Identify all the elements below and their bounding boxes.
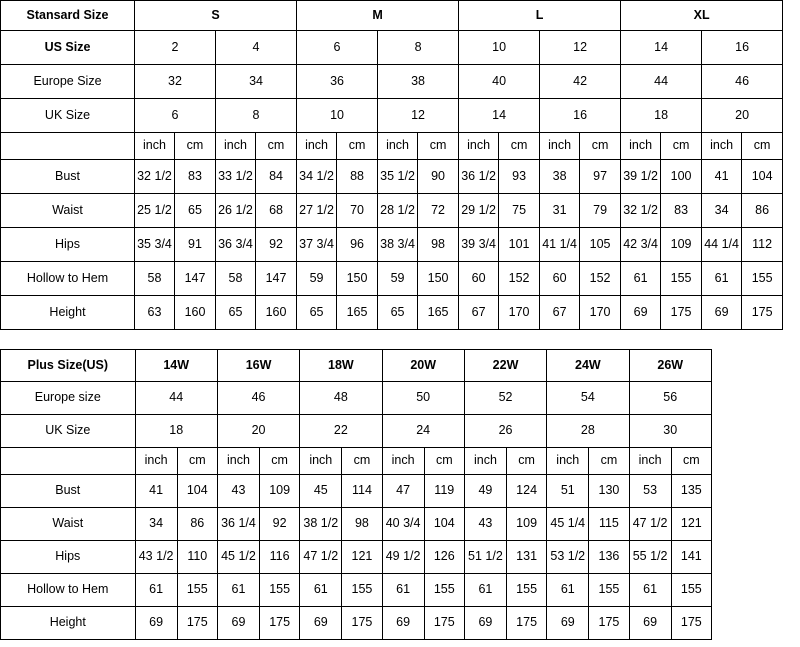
table-cell: 98 <box>418 228 459 262</box>
unit-cell: inch <box>297 133 337 160</box>
table-cell: 47 <box>382 475 424 508</box>
row-label-uk-size: UK Size <box>1 415 136 448</box>
table-cell: 175 <box>742 296 783 330</box>
table-cell: 88 <box>337 160 378 194</box>
table-cell: 51 1/2 <box>464 541 506 574</box>
table-cell: 115 <box>589 508 629 541</box>
table-cell: 43 1/2 <box>135 541 177 574</box>
table-cell: 65 <box>378 296 418 330</box>
table-cell: 152 <box>499 262 540 296</box>
table-cell: 44 <box>621 65 702 99</box>
table-cell: 60 <box>459 262 499 296</box>
table-cell: 147 <box>256 262 297 296</box>
table-cell: 136 <box>589 541 629 574</box>
table-cell: 40 <box>459 65 540 99</box>
table-row <box>1 262 783 296</box>
row-label-hips: Hips <box>1 228 135 262</box>
table-cell: 52 <box>464 382 546 415</box>
table-row <box>1 65 783 99</box>
table-cell: 121 <box>342 541 382 574</box>
table-cell: 170 <box>580 296 621 330</box>
plus-size-header-14w: 14W <box>135 350 217 382</box>
table-cell: 54 <box>547 382 629 415</box>
row-label-hips: Hips <box>1 541 136 574</box>
unit-cell: inch <box>378 133 418 160</box>
table-cell: 110 <box>177 541 217 574</box>
table-cell: 101 <box>499 228 540 262</box>
table-cell: 61 <box>702 262 742 296</box>
table-cell: 32 <box>135 65 216 99</box>
table-cell: 61 <box>217 574 259 607</box>
table-cell: 152 <box>580 262 621 296</box>
standard-size-header-m: M <box>297 1 459 31</box>
row-label-height: Height <box>1 296 135 330</box>
table-cell: 98 <box>342 508 382 541</box>
plus-size-header-18w: 18W <box>300 350 382 382</box>
table-cell: 165 <box>418 296 459 330</box>
standard-size-header-xl: XL <box>621 1 783 31</box>
standard-corner-label: Stansard Size <box>1 1 135 31</box>
row-label-europe-size: Europe Size <box>1 65 135 99</box>
table-cell: 105 <box>580 228 621 262</box>
table-cell: 65 <box>297 296 337 330</box>
table-cell: 90 <box>418 160 459 194</box>
unit-cell: cm <box>507 448 547 475</box>
table-cell: 109 <box>661 228 702 262</box>
table-cell: 34 <box>135 508 177 541</box>
table-cell: 175 <box>260 607 300 640</box>
table-row <box>1 508 712 541</box>
unit-cell: cm <box>671 448 711 475</box>
plus-size-header-20w: 20W <box>382 350 464 382</box>
unit-cell: inch <box>464 448 506 475</box>
unit-cell: inch <box>217 448 259 475</box>
table-row <box>1 194 783 228</box>
table-cell: 61 <box>629 574 671 607</box>
table-cell: 119 <box>424 475 464 508</box>
table-cell: 175 <box>342 607 382 640</box>
unit-cell: cm <box>337 133 378 160</box>
unit-cell: cm <box>424 448 464 475</box>
table-cell: 61 <box>135 574 177 607</box>
table-cell: 58 <box>135 262 175 296</box>
table-cell: 155 <box>742 262 783 296</box>
table-cell: 31 <box>540 194 580 228</box>
table-cell: 36 1/2 <box>459 160 499 194</box>
table-cell: 175 <box>507 607 547 640</box>
table-cell: 155 <box>177 574 217 607</box>
table-cell: 38 <box>540 160 580 194</box>
table-cell: 32 1/2 <box>621 194 661 228</box>
plus-size-header-26w: 26W <box>629 350 711 382</box>
table-cell: 155 <box>671 574 711 607</box>
table-cell: 45 1/4 <box>547 508 589 541</box>
table-cell: 50 <box>382 382 464 415</box>
table-cell: 26 <box>464 415 546 448</box>
plus-corner-label: Plus Size(US) <box>1 350 136 382</box>
table-cell: 83 <box>175 160 216 194</box>
table-cell: 46 <box>702 65 783 99</box>
table-cell: 48 <box>300 382 382 415</box>
table-cell: 175 <box>177 607 217 640</box>
table-cell: 96 <box>337 228 378 262</box>
table-cell: 160 <box>175 296 216 330</box>
table-cell: 51 <box>547 475 589 508</box>
table-cell: 141 <box>671 541 711 574</box>
unit-cell: cm <box>418 133 459 160</box>
table-cell: 22 <box>300 415 382 448</box>
unit-cell: inch <box>216 133 256 160</box>
table-cell: 65 <box>216 296 256 330</box>
table-cell: 86 <box>742 194 783 228</box>
table-cell: 45 <box>300 475 342 508</box>
table-cell: 42 3/4 <box>621 228 661 262</box>
table-cell: 69 <box>300 607 342 640</box>
table-cell: 30 <box>629 415 711 448</box>
table-cell: 41 <box>702 160 742 194</box>
table-cell: 43 <box>217 475 259 508</box>
table-row <box>1 31 783 65</box>
table-cell: 14 <box>621 31 702 65</box>
unit-cell: inch <box>547 448 589 475</box>
table-cell: 20 <box>702 99 783 133</box>
table-cell: 36 3/4 <box>216 228 256 262</box>
table-cell: 35 1/2 <box>378 160 418 194</box>
table-cell: 41 <box>135 475 177 508</box>
table-cell: 147 <box>175 262 216 296</box>
row-label-height: Height <box>1 607 136 640</box>
row-label-uk-size: UK Size <box>1 99 135 133</box>
table-cell: 14 <box>459 99 540 133</box>
table-cell: 39 1/2 <box>621 160 661 194</box>
unit-cell: cm <box>260 448 300 475</box>
table-cell: 33 1/2 <box>216 160 256 194</box>
table-cell: 69 <box>621 296 661 330</box>
standard-size-header-s: S <box>135 1 297 31</box>
unit-cell: inch <box>382 448 424 475</box>
standard-size-header-l: L <box>459 1 621 31</box>
table-cell: 124 <box>507 475 547 508</box>
table-cell: 72 <box>418 194 459 228</box>
table-row <box>1 228 783 262</box>
table-cell: 6 <box>297 31 378 65</box>
table-cell: 42 <box>540 65 621 99</box>
table-row <box>1 415 712 448</box>
empty-cell <box>1 448 136 475</box>
table-cell: 61 <box>300 574 342 607</box>
unit-cell: inch <box>540 133 580 160</box>
table-row <box>1 448 712 475</box>
table-row <box>1 574 712 607</box>
table-row <box>1 607 712 640</box>
table-cell: 92 <box>256 228 297 262</box>
unit-cell: cm <box>256 133 297 160</box>
table-cell: 10 <box>459 31 540 65</box>
table-cell: 27 1/2 <box>297 194 337 228</box>
table-cell: 24 <box>382 415 464 448</box>
row-label-hollow-to-hem: Hollow to Hem <box>1 262 135 296</box>
table-cell: 61 <box>621 262 661 296</box>
table-cell: 126 <box>424 541 464 574</box>
unit-cell: cm <box>580 133 621 160</box>
table-cell: 104 <box>177 475 217 508</box>
table-cell: 38 <box>378 65 459 99</box>
table-cell: 49 <box>464 475 506 508</box>
table-cell: 70 <box>337 194 378 228</box>
table-row <box>1 296 783 330</box>
table-cell: 39 3/4 <box>459 228 499 262</box>
table-cell: 91 <box>175 228 216 262</box>
table-cell: 20 <box>217 415 299 448</box>
table-cell: 47 1/2 <box>300 541 342 574</box>
table-cell: 175 <box>671 607 711 640</box>
table-cell: 38 1/2 <box>300 508 342 541</box>
table-cell: 41 1/4 <box>540 228 580 262</box>
table-cell: 155 <box>260 574 300 607</box>
table-cell: 60 <box>540 262 580 296</box>
unit-cell: cm <box>177 448 217 475</box>
table-cell: 116 <box>260 541 300 574</box>
table-cell: 109 <box>260 475 300 508</box>
table-cell: 175 <box>589 607 629 640</box>
unit-cell: cm <box>742 133 783 160</box>
table-row <box>1 382 712 415</box>
table-row <box>1 541 712 574</box>
row-label-hollow-to-hem: Hollow to Hem <box>1 574 136 607</box>
table-cell: 155 <box>589 574 629 607</box>
table-cell: 44 <box>135 382 217 415</box>
table-cell: 165 <box>337 296 378 330</box>
table-cell: 34 <box>216 65 297 99</box>
table-cell: 44 1/4 <box>702 228 742 262</box>
table-cell: 8 <box>378 31 459 65</box>
table-row <box>1 475 712 508</box>
table-cell: 65 <box>175 194 216 228</box>
empty-cell <box>1 133 135 160</box>
table-cell: 121 <box>671 508 711 541</box>
table-cell: 69 <box>382 607 424 640</box>
table-cell: 170 <box>499 296 540 330</box>
table-cell: 79 <box>580 194 621 228</box>
table-row <box>1 99 783 133</box>
table-cell: 160 <box>256 296 297 330</box>
table-row <box>1 350 712 382</box>
table-cell: 34 1/2 <box>297 160 337 194</box>
plus-size-header-22w: 22W <box>464 350 546 382</box>
table-cell: 135 <box>671 475 711 508</box>
table-cell: 104 <box>742 160 783 194</box>
table-cell: 112 <box>742 228 783 262</box>
table-cell: 34 <box>702 194 742 228</box>
table-cell: 130 <box>589 475 629 508</box>
plus-size-header-16w: 16W <box>217 350 299 382</box>
table-cell: 104 <box>424 508 464 541</box>
table-cell: 49 1/2 <box>382 541 424 574</box>
table-cell: 4 <box>216 31 297 65</box>
table-cell: 10 <box>297 99 378 133</box>
table-cell: 155 <box>661 262 702 296</box>
unit-cell: inch <box>702 133 742 160</box>
row-label-europe-size: Europe size <box>1 382 136 415</box>
table-row <box>1 133 783 160</box>
unit-cell: inch <box>300 448 342 475</box>
table-cell: 84 <box>256 160 297 194</box>
unit-cell: inch <box>135 133 175 160</box>
table-cell: 53 <box>629 475 671 508</box>
table-cell: 43 <box>464 508 506 541</box>
table-cell: 6 <box>135 99 216 133</box>
table-cell: 61 <box>382 574 424 607</box>
table-cell: 155 <box>342 574 382 607</box>
table-cell: 35 3/4 <box>135 228 175 262</box>
unit-cell: cm <box>175 133 216 160</box>
table-cell: 69 <box>547 607 589 640</box>
table-cell: 55 1/2 <box>629 541 671 574</box>
unit-cell: cm <box>661 133 702 160</box>
table-cell: 75 <box>499 194 540 228</box>
table-cell: 114 <box>342 475 382 508</box>
table-cell: 97 <box>580 160 621 194</box>
row-label-us-size: US Size <box>1 31 135 65</box>
table-cell: 26 1/2 <box>216 194 256 228</box>
table-cell: 175 <box>661 296 702 330</box>
table-cell: 16 <box>702 31 783 65</box>
table-cell: 69 <box>217 607 259 640</box>
table-cell: 8 <box>216 99 297 133</box>
table-cell: 86 <box>177 508 217 541</box>
table-cell: 12 <box>378 99 459 133</box>
table-cell: 109 <box>507 508 547 541</box>
table-cell: 69 <box>629 607 671 640</box>
unit-cell: cm <box>589 448 629 475</box>
row-label-bust: Bust <box>1 160 135 194</box>
table-cell: 12 <box>540 31 621 65</box>
table-cell: 150 <box>418 262 459 296</box>
table-cell: 63 <box>135 296 175 330</box>
table-cell: 28 <box>547 415 629 448</box>
table-cell: 131 <box>507 541 547 574</box>
unit-cell: inch <box>135 448 177 475</box>
table-cell: 68 <box>256 194 297 228</box>
table-cell: 32 1/2 <box>135 160 175 194</box>
table-cell: 59 <box>297 262 337 296</box>
table-cell: 46 <box>217 382 299 415</box>
unit-cell: inch <box>459 133 499 160</box>
table-cell: 58 <box>216 262 256 296</box>
unit-cell: cm <box>342 448 382 475</box>
table-cell: 37 3/4 <box>297 228 337 262</box>
table-cell: 69 <box>702 296 742 330</box>
table-cell: 18 <box>135 415 217 448</box>
table-cell: 59 <box>378 262 418 296</box>
table-cell: 83 <box>661 194 702 228</box>
table-row <box>1 160 783 194</box>
table-cell: 67 <box>459 296 499 330</box>
plus-size-header-24w: 24W <box>547 350 629 382</box>
standard-size-table <box>0 0 783 330</box>
table-cell: 150 <box>337 262 378 296</box>
table-cell: 29 1/2 <box>459 194 499 228</box>
table-cell: 69 <box>464 607 506 640</box>
table-cell: 45 1/2 <box>217 541 259 574</box>
row-label-bust: Bust <box>1 475 136 508</box>
table-cell: 38 3/4 <box>378 228 418 262</box>
unit-cell: inch <box>621 133 661 160</box>
table-cell: 56 <box>629 382 711 415</box>
table-cell: 67 <box>540 296 580 330</box>
table-row <box>1 1 783 31</box>
plus-size-table <box>0 349 712 640</box>
table-cell: 93 <box>499 160 540 194</box>
row-label-waist: Waist <box>1 508 136 541</box>
table-cell: 2 <box>135 31 216 65</box>
table-cell: 155 <box>507 574 547 607</box>
table-cell: 18 <box>621 99 702 133</box>
unit-cell: inch <box>629 448 671 475</box>
table-cell: 155 <box>424 574 464 607</box>
table-cell: 175 <box>424 607 464 640</box>
table-cell: 100 <box>661 160 702 194</box>
table-cell: 28 1/2 <box>378 194 418 228</box>
table-cell: 47 1/2 <box>629 508 671 541</box>
table-cell: 36 <box>297 65 378 99</box>
table-cell: 25 1/2 <box>135 194 175 228</box>
table-cell: 92 <box>260 508 300 541</box>
table-cell: 36 1/4 <box>217 508 259 541</box>
table-cell: 69 <box>135 607 177 640</box>
unit-cell: cm <box>499 133 540 160</box>
row-label-waist: Waist <box>1 194 135 228</box>
table-cell: 53 1/2 <box>547 541 589 574</box>
table-cell: 16 <box>540 99 621 133</box>
table-cell: 61 <box>464 574 506 607</box>
table-cell: 61 <box>547 574 589 607</box>
table-cell: 40 3/4 <box>382 508 424 541</box>
